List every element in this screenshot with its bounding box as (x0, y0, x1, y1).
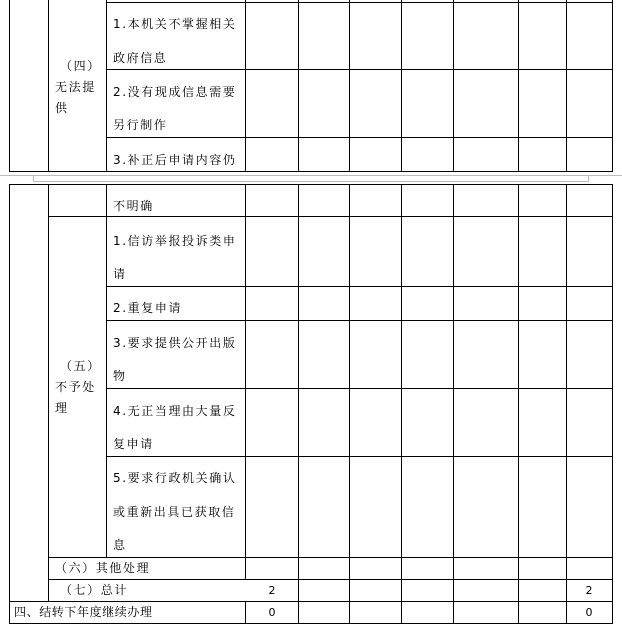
grid-line (106, 388, 612, 389)
grid-line (401, 184, 402, 624)
section-5-label-line1: （五） (60, 359, 101, 373)
row-text: 1.信访举报投诉类申 (113, 234, 237, 248)
grid-line (566, 184, 567, 624)
carry-last-value: 0 (585, 606, 593, 619)
row-text: 或重新出具已获取信 (113, 505, 236, 519)
row-text: 5.要求行政机关确认 (113, 471, 237, 485)
grid-line (245, 601, 246, 624)
grid-line (48, 0, 49, 172)
grid-line (401, 0, 402, 172)
grid-line (566, 0, 567, 172)
row-text: 政府信息 (113, 51, 168, 65)
grid-line (48, 579, 612, 580)
grid-line (9, 184, 10, 624)
grid-line (106, 184, 107, 557)
row-text: 物 (113, 369, 127, 383)
grid-line (298, 0, 299, 172)
grid-line (106, 69, 612, 70)
row-text: 3.补正后申请内容仍 (113, 153, 237, 167)
grid-line (518, 184, 519, 624)
section-4-label-line1: （四） (60, 59, 101, 73)
grid-line (106, 456, 612, 457)
grid-line (9, 171, 612, 172)
carry-first-value: 0 (268, 606, 276, 619)
total-label: （七）总计 (60, 583, 129, 597)
grid-line (245, 0, 246, 172)
grid-line (48, 184, 49, 601)
carry-over-label: 四、结转下年度继续办理 (14, 605, 153, 619)
grid-line (106, 286, 612, 287)
total-last-value: 2 (585, 584, 593, 597)
grid-line (9, 623, 612, 624)
row-text: 3.要求提供公开出版 (113, 336, 237, 350)
row-text: 1.本机关不掌握相关 (113, 17, 237, 31)
row-text: 2.重复申请 (113, 301, 183, 315)
section-5-label-line2: 不予处 (55, 380, 96, 394)
grid-line (349, 0, 350, 172)
grid-line (106, 0, 107, 172)
grid-line (245, 184, 246, 579)
row-text: 4.无正当理由大量反 (113, 404, 237, 418)
grid-line (612, 184, 613, 624)
grid-line (106, 320, 612, 321)
grid-line (9, 601, 612, 602)
grid-line (612, 0, 613, 172)
grid-line (9, 0, 10, 172)
grid-line (518, 0, 519, 172)
row-text: 复申请 (113, 437, 154, 451)
grid-line (349, 184, 350, 624)
grid-line (9, 184, 612, 185)
grid-line (453, 0, 454, 172)
row-text: 请 (113, 267, 127, 281)
grid-line (48, 216, 612, 217)
grid-line (106, 137, 612, 138)
row-text: 息 (113, 538, 127, 552)
section-5-label-line3: 理 (55, 401, 69, 415)
section-4-label-line3: 供 (55, 101, 69, 115)
row-text: 2.没有现成信息需要 (113, 85, 237, 99)
row-text-continued: 不明确 (113, 199, 154, 213)
row-text: 另行制作 (113, 118, 168, 132)
total-first-value: 2 (268, 584, 276, 597)
grid-line (106, 2, 612, 3)
section-4-label-line2: 无法提 (55, 80, 96, 94)
grid-line (48, 557, 612, 558)
grid-line (298, 184, 299, 624)
other-processing-label: （六）其他处理 (55, 561, 151, 575)
grid-line (453, 184, 454, 624)
